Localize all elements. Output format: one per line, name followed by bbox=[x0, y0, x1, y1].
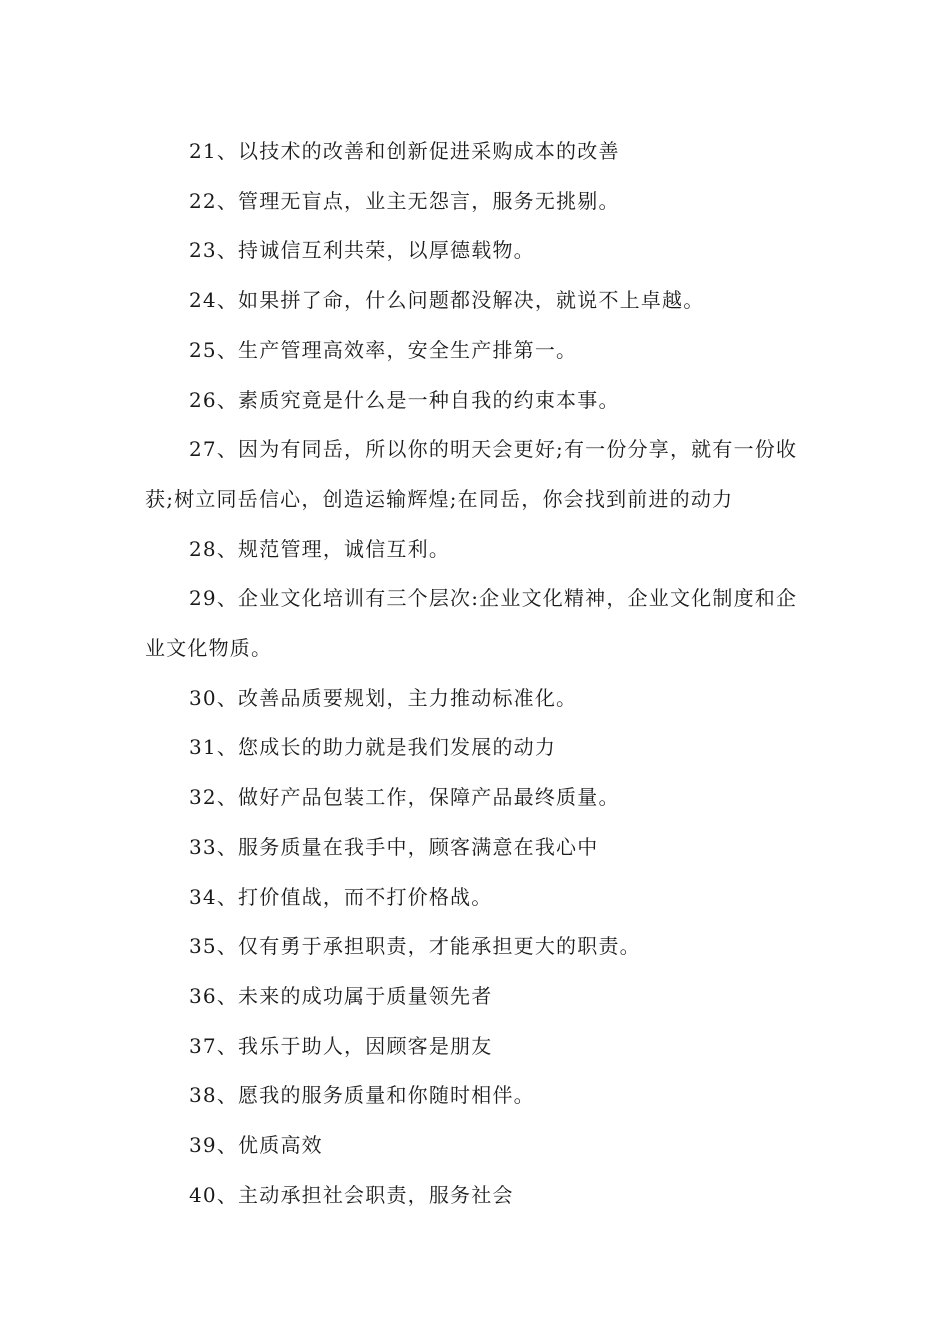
paragraph-27: 27、因为有同岳，所以你的明天会更好;有一份分享，就有一份收获;树立同岳信心，创造运输辉煌;在同岳，你会找到前进的动力 bbox=[145, 437, 798, 511]
paragraph-29: 29、企业文化培训有三个层次:企业文化精神，企业文化制度和企业文化物质。 bbox=[145, 586, 798, 661]
paragraph-36: 36、未来的成功属于质量领先者 bbox=[189, 983, 493, 1008]
paragraph-34: 34、打价值战，而不打价格战。 bbox=[189, 884, 493, 909]
paragraph-31: 31、您成长的助力就是我们发展的动力 bbox=[189, 735, 557, 760]
paragraph-28: 28、规范管理，诚信互利。 bbox=[189, 536, 451, 561]
paragraph-22: 22、管理无盲点，业主无怨言，服务无挑剔。 bbox=[189, 188, 620, 213]
paragraph-40: 40、主动承担社会职责，服务社会 bbox=[189, 1182, 514, 1207]
paragraph-39: 39、优质高效 bbox=[189, 1133, 323, 1158]
paragraph-33: 33、服务质量在我手中，顾客满意在我心中 bbox=[189, 834, 599, 859]
paragraph-37: 37、我乐于助人，因顾客是朋友 bbox=[189, 1033, 493, 1058]
paragraph-21: 21、以技术的改善和创新促进采购成本的改善 bbox=[189, 139, 620, 163]
paragraph-23: 23、持诚信互利共荣，以厚德载物。 bbox=[189, 238, 535, 263]
paragraph-35: 35、仅有勇于承担职责，才能承担更大的职责。 bbox=[189, 934, 641, 959]
paragraph-30: 30、改善品质要规划，主力推动标准化。 bbox=[189, 685, 578, 710]
paragraph-25: 25、生产管理高效率，安全生产排第一。 bbox=[189, 337, 578, 362]
document-body bbox=[145, 127, 810, 1220]
paragraph-32: 32、做好产品包装工作，保障产品最终质量。 bbox=[189, 785, 620, 810]
paragraph-24: 24、如果拼了命，什么问题都没解决，就说不上卓越。 bbox=[189, 288, 705, 313]
paragraph-26: 26、素质究竟是什么是一种自我的约束本事。 bbox=[189, 387, 620, 412]
paragraph-38: 38、愿我的服务质量和你随时相伴。 bbox=[189, 1083, 535, 1108]
